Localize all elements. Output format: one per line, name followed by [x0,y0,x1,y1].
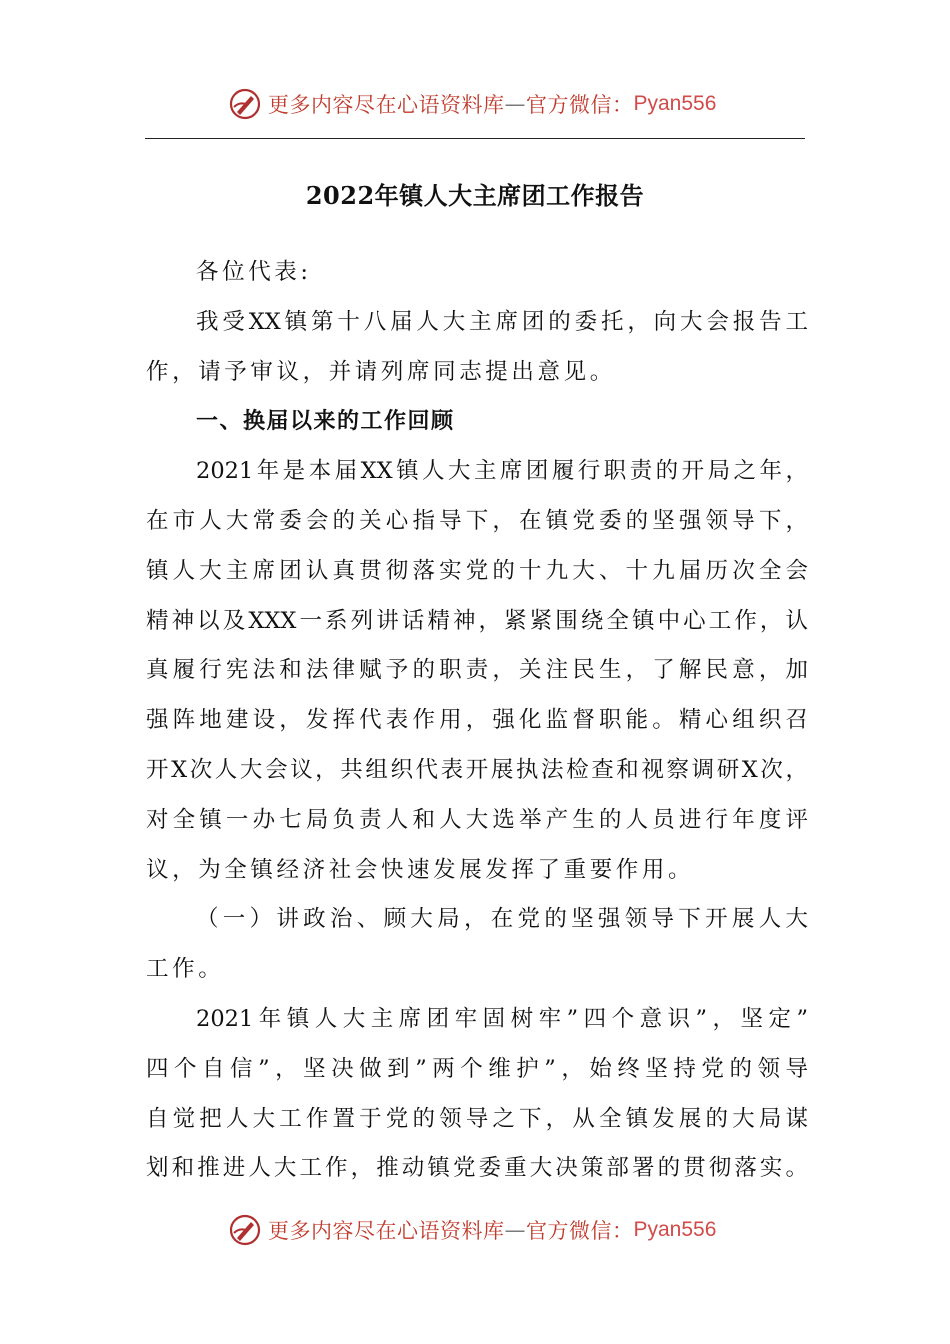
subheading-line: （一）讲政治、顾大局，在党的坚强领导下开展人大 [196,906,808,933]
paragraph-line: 强阵地建设，发挥代表作用，强化监督职能。精心组织召 [146,707,808,734]
banner-text: 更多内容尽在心语资料库 [268,93,505,117]
paragraph-line: 划和推进人大工作，推动镇党委重大决策部署的贯彻落实。 [146,1155,808,1182]
paragraph-line: 2021年是本届XX镇人大主席团履行职责的开局之年， [196,458,808,485]
banner-wechat-id: Pyan556 [633,1218,717,1241]
header-banner [0,84,950,124]
banner-separator: — [504,92,526,116]
pen-logo-icon [228,1213,262,1247]
header-divider [145,138,805,139]
paragraph-line: 四个自信”，坚决做到”两个维护”，始终坚持党的领导 [146,1055,808,1082]
intro-line: 我受XX镇第十八届人大主席团的委托，向大会报告工 [196,308,808,335]
subheading-line: 工作。 [146,956,225,983]
paragraph-line: 议，为全镇经济社会快速发展发挥了重要作用。 [146,856,695,883]
banner-separator: — [504,1218,526,1242]
paragraph-line: 精神以及XXX一系列讲话精神，紧紧围绕全镇中心工作，认 [146,607,808,634]
intro-line: 作，请予审议，并请列席同志提出意见。 [146,358,616,385]
paragraph-line: 2021年镇人大主席团牢固树牢”四个意识”，坚定” [196,1005,808,1032]
paragraph-line: 真履行宪法和法律赋予的职责，关注民生，了解民意，加 [146,657,808,684]
footer-banner [0,1210,950,1250]
paragraph-line: 自觉把人大工作置于党的领导之下，从全镇发展的大局谋 [146,1105,808,1132]
paragraph-line: 开X次人大会议，共组织代表开展执法检查和视察调研X次， [146,756,808,783]
salutation: 各位代表: [196,259,312,285]
banner-text: 更多内容尽在心语资料库 [268,1219,505,1243]
banner-wechat-label: 官方微信： [526,1219,634,1243]
banner-wechat-id: Pyan556 [633,92,717,115]
paragraph-line: 在市人大常委会的关心指导下，在镇党委的坚强领导下， [146,507,808,534]
document-title: 2022年镇人大主席团工作报告 [305,181,645,210]
paragraph-line: 对全镇一办七局负责人和人大选举产生的人员进行年度评 [146,806,808,833]
paragraph-line: 镇人大主席团认真贯彻落实党的十九大、十九届历次全会 [146,557,808,584]
document-body [146,248,808,1194]
section-heading: 一、换届以来的工作回顾 [196,409,455,435]
pen-logo-icon [228,87,262,121]
banner-wechat-label: 官方微信： [526,93,634,117]
